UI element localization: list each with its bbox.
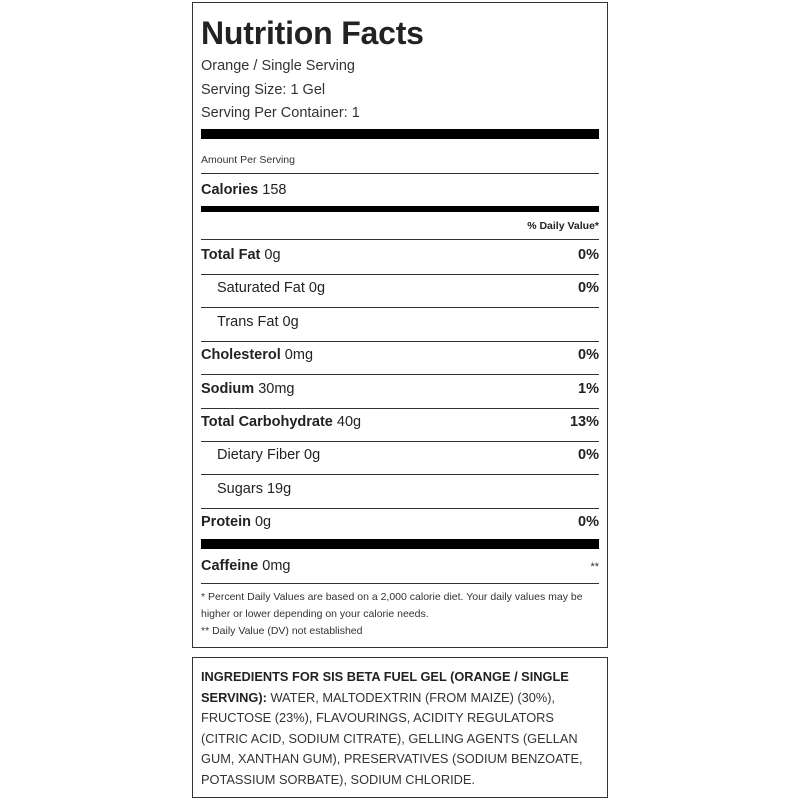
nutrient-daily-value: 1% [578,380,599,397]
caffeine-label: Caffeine [201,558,259,574]
nutrient-amount: 0g [264,247,281,263]
flavor-text: Orange / Single Serving [201,58,355,74]
nutrient-name: Protein [201,514,251,531]
divider [201,441,599,442]
divider [201,173,599,174]
daily-value-header: % Daily Value* [527,220,599,232]
ingredients-panel [192,657,608,798]
nutrient-amount: 0g [304,447,321,464]
divider [201,583,599,584]
ingredients-list: WATER, MALTODEXTRIN (FROM MAIZE) (30%), FRUCTOSE (23%), FLAVOURINGS, ACIDITY REGULATORS (CITRIC ACID, SODIUM CITRATE), GELLING AGENTS (GELLAN GUM, XANTHAN GUM), PRESERVATIVES (SODIUM BENZOATE, POTASSIUM SORBATE), SODIUM CHLORIDE. [201,689,583,787]
nutrient-row [201,514,599,530]
footnote-daily-values: * Percent Daily Values are based on a 2,000 calorie diet. Your daily values may be higher or lower depending on your calorie needs. [201,591,583,620]
nutrient-row [201,247,599,263]
nutrient-amount: 19g [266,480,292,497]
nutrient-daily-value: 13% [569,414,599,430]
nutrient-daily-value: 0% [578,280,599,297]
nutrient-row [201,481,599,497]
nutrient-name: Total Fat [201,247,261,263]
nutrient-label-group [201,514,271,530]
medium-divider [201,206,599,212]
divider [201,508,599,509]
divider [201,474,599,475]
nutrient-name: Saturated Fat [217,280,305,297]
nutrient-name: Dietary Fiber [217,447,300,464]
nutrition-facts-panel [192,2,608,648]
nutrient-row [201,280,599,296]
nutrient-amount: 0g [282,313,299,330]
nutrient-amount: 30mg [258,380,295,397]
caffeine-row [201,558,599,574]
nutrient-label-group [201,481,291,497]
nutrient-name: Trans Fat [217,313,279,330]
thick-divider [201,129,599,139]
nutrient-daily-value: 0% [578,247,599,263]
nutrient-row [201,314,599,330]
divider [201,374,599,375]
divider [201,239,599,240]
nutrient-amount: 0g [308,280,326,297]
nutrient-daily-value: 0% [578,347,599,364]
nutrient-daily-value: 0% [578,447,599,464]
nutrient-row [201,414,599,430]
nutrient-label-group [201,414,361,430]
nutrient-label-group [201,314,299,330]
nutrient-label-group [201,280,325,296]
nutrient-label-group [201,347,313,363]
amount-per-serving-label: Amount Per Serving [201,154,295,166]
nutrient-name: Cholesterol [201,347,281,364]
nutrient-row [201,347,599,363]
nutrient-name: Total Carbohydrate [201,414,333,430]
nutrient-amount: 40g [336,414,362,430]
serving-size-text: Serving Size: 1 Gel [201,82,326,98]
nutrient-label-group [201,381,294,397]
nutrient-daily-value: 0% [578,514,599,531]
caffeine-dv: ** [590,561,599,573]
nutrient-row [201,447,599,463]
divider [201,408,599,409]
calories-value: 158 [262,182,287,198]
ingredients-heading: INGREDIENTS FOR SIS BETA FUEL GEL (ORANGE / SINGLE SERVING): [201,669,569,705]
nutrition-title: Nutrition Facts [201,15,424,51]
footnote-dv-not-established: ** Daily Value (DV) not established [201,625,363,637]
nutrient-amount: 0mg [284,347,314,364]
nutrient-row [201,381,599,397]
nutrient-name: Sugars [217,480,263,497]
divider [201,307,599,308]
nutrient-label-group [201,447,320,463]
caffeine-amount: 0mg [262,558,291,574]
calories-label: Calories [201,182,259,198]
thick-divider [201,539,599,549]
calories-row [201,182,599,198]
nutrient-amount: 0g [254,514,272,531]
nutrient-label-group [201,247,281,263]
ingredients-text [201,667,599,791]
servings-per-container-text: Serving Per Container: 1 [201,105,360,121]
divider [201,274,599,275]
divider [201,341,599,342]
nutrient-name: Sodium [201,380,255,397]
